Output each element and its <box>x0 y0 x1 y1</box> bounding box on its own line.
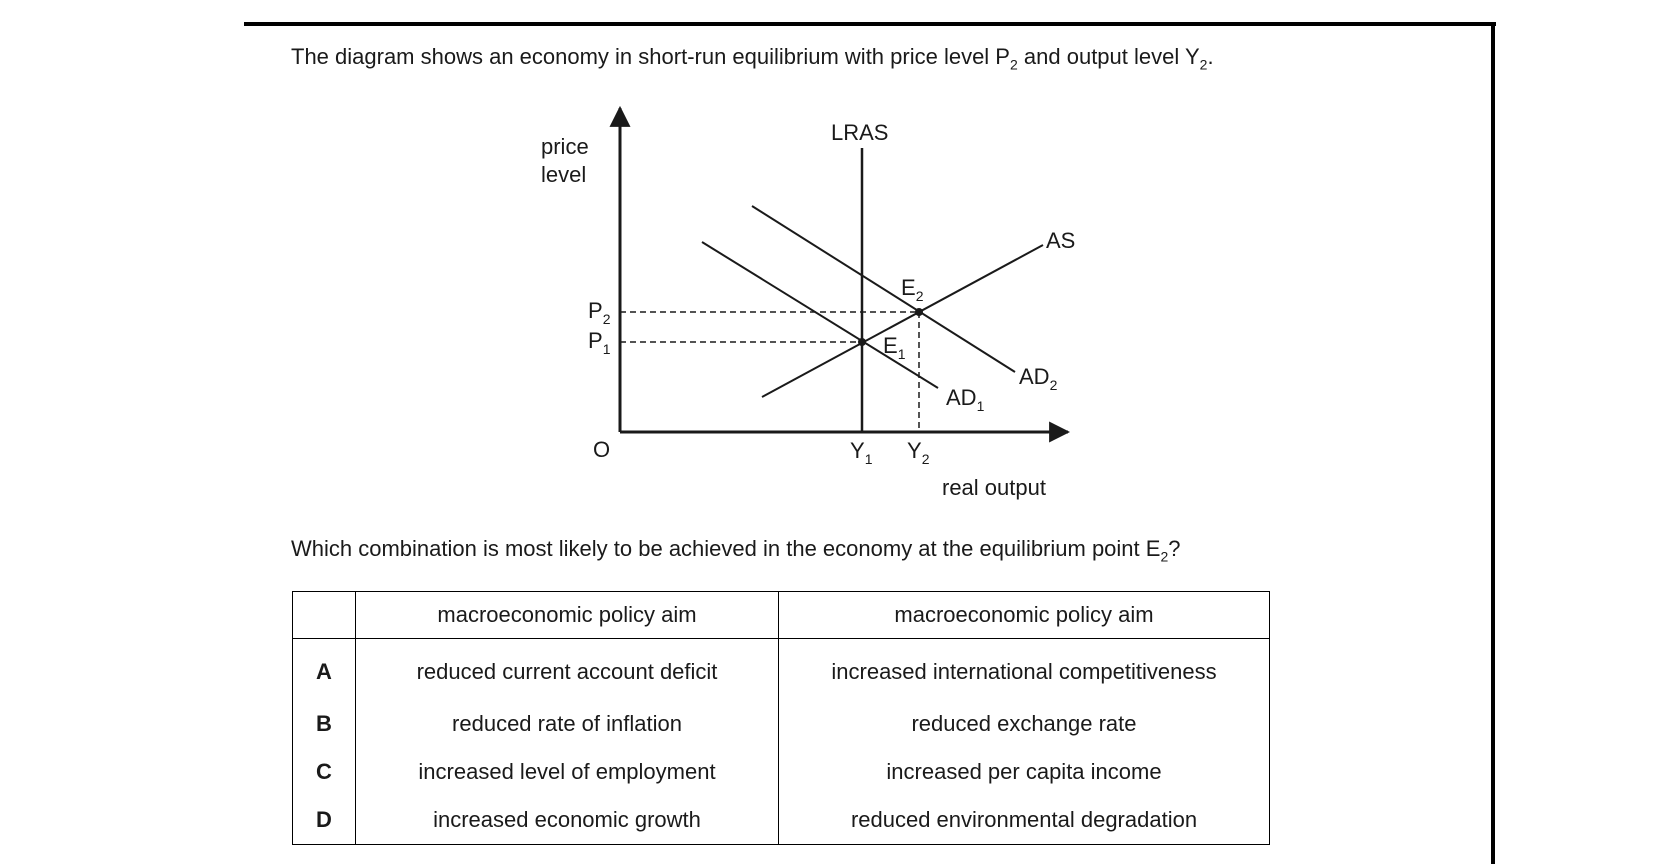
option-letter: B <box>293 700 356 748</box>
question-prompt <box>291 536 1181 564</box>
option-aim-2: increased international competitiveness <box>779 639 1270 701</box>
as-curve <box>762 245 1043 397</box>
lras-label: LRAS <box>831 120 889 145</box>
option-aim-2: increased per capita income <box>779 748 1270 796</box>
origin-label: O <box>593 437 611 462</box>
as-label: AS <box>1046 228 1076 253</box>
option-letter: A <box>293 639 356 701</box>
intro-subscript-2: 2 <box>1199 56 1208 73</box>
answer-options-table <box>292 591 1270 845</box>
option-aim-1: reduced current account deficit <box>356 639 779 701</box>
intro-text-1: The diagram shows an economy in short-run equilibrium with price level P <box>291 44 1010 69</box>
header-letter-cell <box>293 592 356 639</box>
intro-text-3: . <box>1207 44 1214 69</box>
option-letter: C <box>293 748 356 796</box>
option-letter: D <box>293 796 356 845</box>
p2-label: $P_2$ <box>588 298 611 327</box>
ad2-label: $AD_2$ <box>1019 364 1058 393</box>
intro-subscript-1: 2 <box>1010 56 1018 73</box>
option-aim-1: reduced rate of inflation <box>356 700 779 748</box>
y2-label: $Y_2$ <box>907 438 930 467</box>
header-aim-2: macroeconomic policy aim <box>779 592 1270 639</box>
p1-label: $P_1$ <box>588 328 611 357</box>
x-axis-label: real output <box>942 475 1046 500</box>
y-axis-label-line2: level <box>541 162 587 187</box>
y1-label: $Y_1$ <box>850 438 873 467</box>
header-aim-1: macroeconomic policy aim <box>356 592 779 639</box>
prompt-text-2: ? <box>1168 536 1181 561</box>
option-aim-2: reduced environmental degradation <box>779 796 1270 845</box>
ad1-label: $AD_1$ <box>946 385 985 414</box>
option-row-c <box>293 748 1270 796</box>
option-row-d <box>293 796 1270 845</box>
option-aim-1: increased level of employment <box>356 748 779 796</box>
prompt-text-1: Which combination is most likely to be achieved in the economy at the equilibrium point E <box>291 536 1161 561</box>
option-aim-2: reduced exchange rate <box>779 700 1270 748</box>
option-row-b <box>293 700 1270 748</box>
option-row-a <box>293 639 1270 701</box>
intro-text-2: and output level Y <box>1017 44 1200 69</box>
prompt-subscript: 2 <box>1160 548 1169 565</box>
e2-point <box>915 308 923 316</box>
y-axis-label-line1: price <box>541 134 589 159</box>
option-aim-1: increased economic growth <box>356 796 779 845</box>
e1-point <box>858 338 866 346</box>
table-header-row <box>293 592 1270 639</box>
e1-label: $E_1$ <box>883 333 906 362</box>
e2-label: $E_2$ <box>901 275 924 304</box>
